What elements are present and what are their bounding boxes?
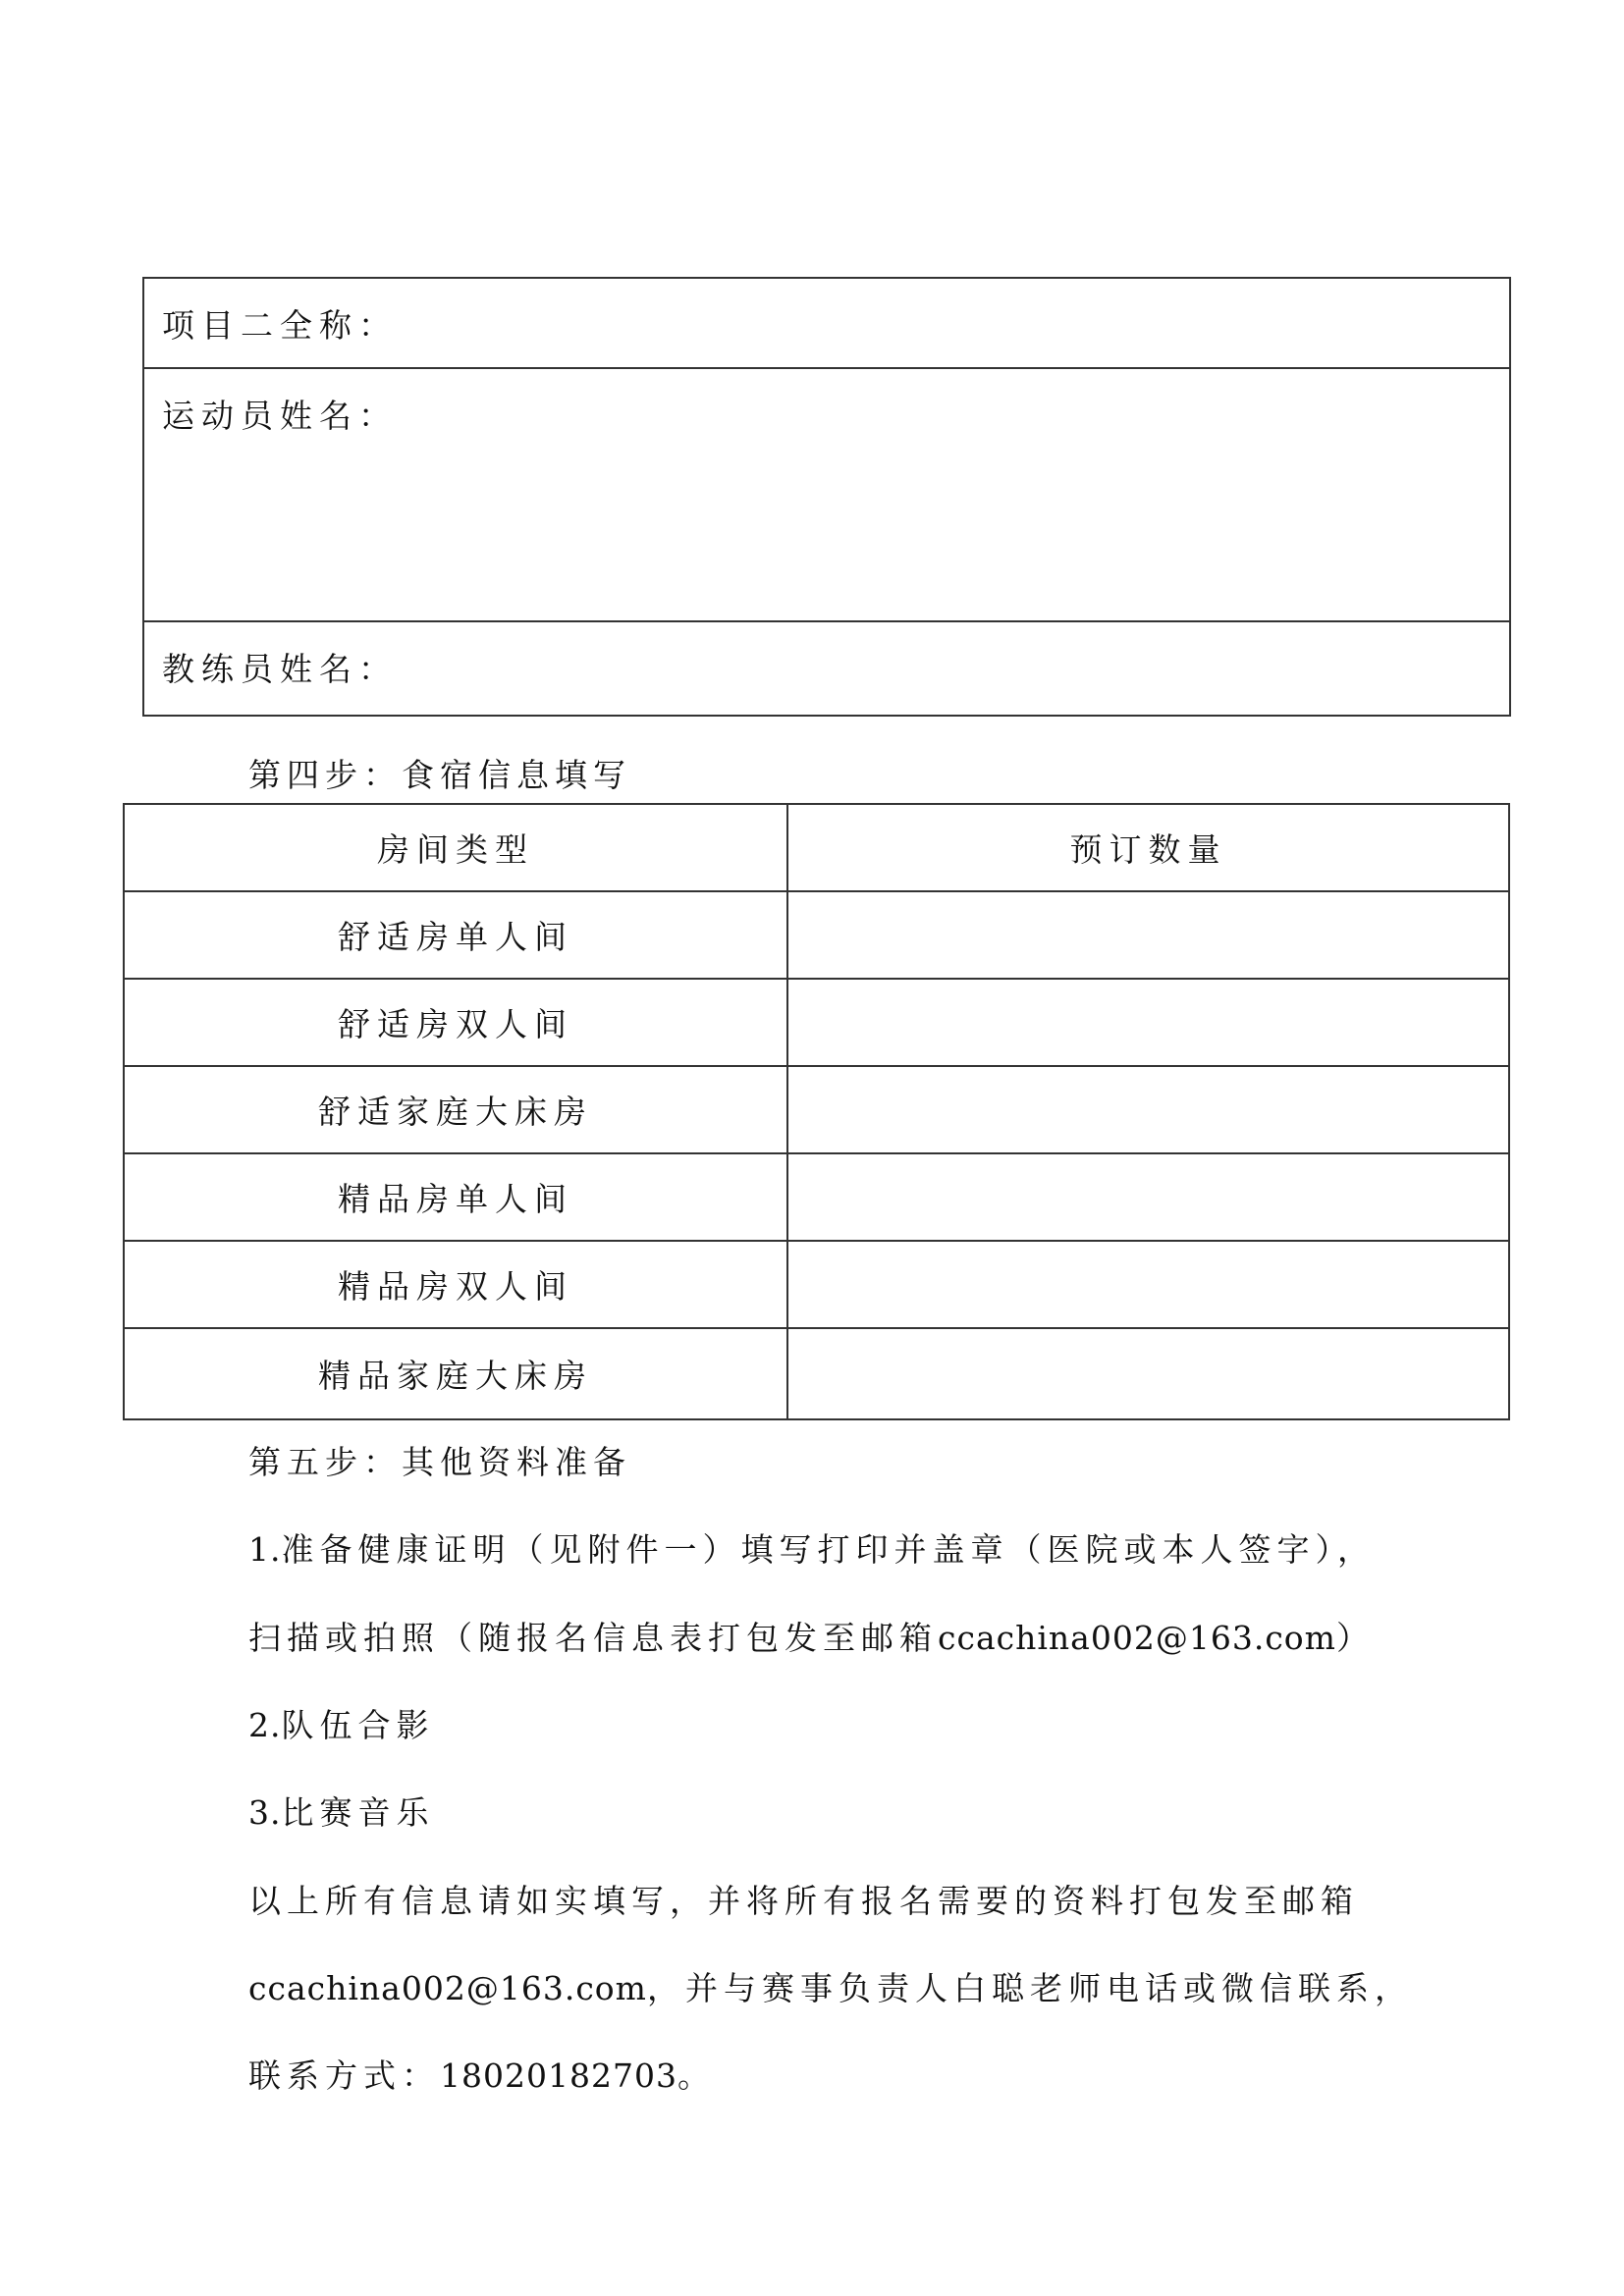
- room-type-cell: 舒适房双人间: [124, 979, 787, 1066]
- table-row: [124, 891, 1509, 979]
- item-text: 扫描或拍照（随报名信息表打包发至邮箱: [248, 1619, 938, 1657]
- email-text: ccachina002@163.com: [248, 1969, 647, 2007]
- table-row: [124, 1153, 1509, 1241]
- athlete-names-field[interactable]: [143, 368, 1510, 621]
- quantity-cell[interactable]: [787, 1328, 1509, 1419]
- entry-info-table: [142, 277, 1511, 717]
- room-type-cell: 精品家庭大床房: [124, 1328, 787, 1419]
- table-header-row: [124, 804, 1509, 891]
- quantity-header: 预订数量: [787, 804, 1509, 891]
- item-text: 比赛音乐: [281, 1793, 435, 1832]
- table-row: [124, 1066, 1509, 1153]
- room-type-cell: 精品房双人间: [124, 1241, 787, 1328]
- field-label: 项目二全称：: [162, 306, 398, 345]
- item-number: 2.: [248, 1706, 282, 1744]
- item-text-close: ）: [1335, 1619, 1375, 1657]
- table-row: [124, 979, 1509, 1066]
- step5-item-1: [248, 1530, 1376, 1570]
- note-line-3: [248, 2056, 716, 2096]
- table-row: [124, 1241, 1509, 1328]
- email-text: ccachina002@163.com: [938, 1619, 1336, 1657]
- field-label: 教练员姓名：: [162, 650, 398, 688]
- step5-title: 第五步：其他资料准备: [248, 1443, 631, 1481]
- room-type-header: 房间类型: [124, 804, 787, 891]
- quantity-cell[interactable]: [787, 891, 1509, 979]
- project-two-name-field[interactable]: [143, 278, 1510, 368]
- note-end: 。: [677, 2056, 716, 2095]
- table-row: [124, 1328, 1509, 1419]
- step5-item-2: [248, 1706, 435, 1745]
- contact-label: 联系方式：: [248, 2056, 440, 2095]
- phone-number: 18020182703: [440, 2056, 677, 2095]
- quantity-cell[interactable]: [787, 1241, 1509, 1328]
- item-text: 队伍合影: [281, 1706, 435, 1744]
- room-type-cell: 精品房单人间: [124, 1153, 787, 1241]
- room-type-cell: 舒适房单人间: [124, 891, 787, 979]
- note-line-1: 以上所有信息请如实填写，并将所有报名需要的资料打包发至邮箱: [248, 1882, 1359, 1920]
- item-number: 1.: [248, 1530, 282, 1569]
- field-label: 运动员姓名：: [162, 397, 398, 435]
- item-number: 3.: [248, 1793, 282, 1832]
- coach-names-field[interactable]: [143, 621, 1510, 716]
- quantity-cell[interactable]: [787, 1153, 1509, 1241]
- step5-item-3: [248, 1793, 435, 1833]
- step4-title: 第四步：食宿信息填写: [248, 756, 631, 794]
- item-text: 准备健康证明（见附件一）填写打印并盖章（医院或本人签字），: [281, 1530, 1376, 1569]
- step5-item-1-continued: [248, 1619, 1375, 1658]
- room-booking-table: [123, 803, 1510, 1420]
- note-text: ，并与赛事负责人白聪老师电话或微信联系，: [646, 1969, 1413, 2007]
- quantity-cell[interactable]: [787, 1066, 1509, 1153]
- quantity-cell[interactable]: [787, 979, 1509, 1066]
- note-line-2: [248, 1969, 1413, 2008]
- room-type-cell: 舒适家庭大床房: [124, 1066, 787, 1153]
